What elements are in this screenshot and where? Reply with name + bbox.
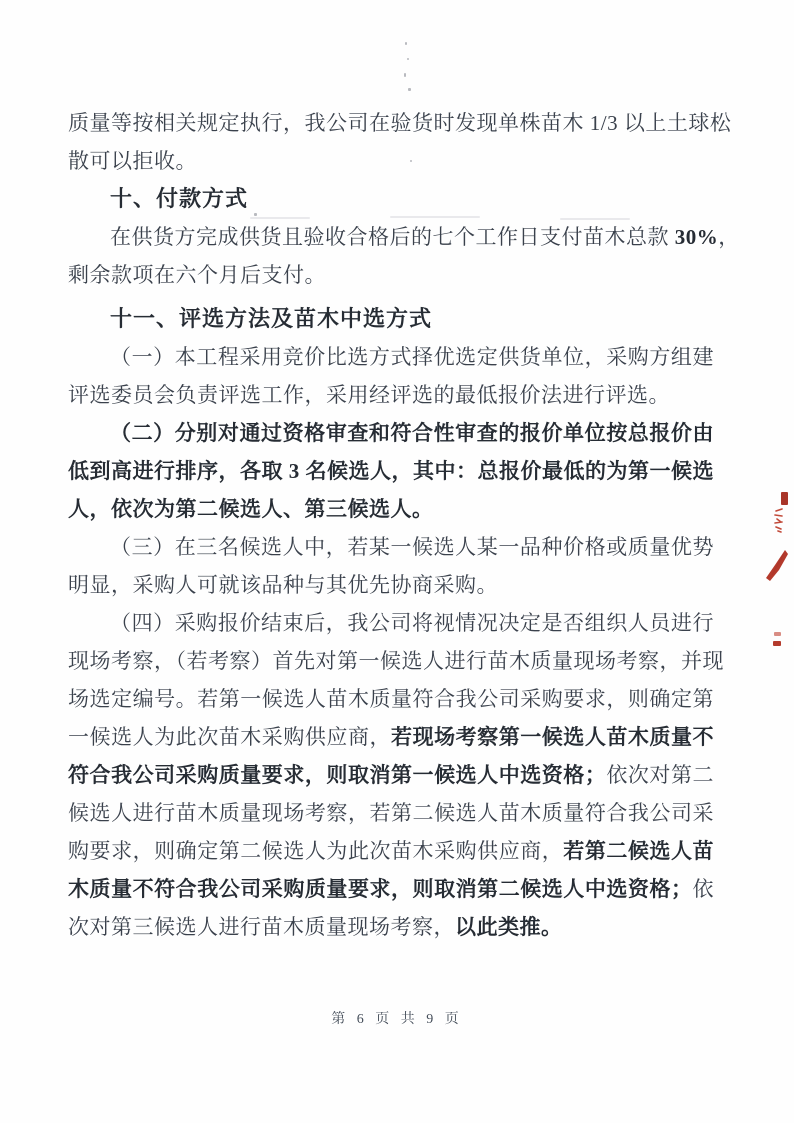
text-line: [68, 218, 740, 256]
section-heading: [68, 180, 714, 218]
text-line: [68, 452, 714, 490]
bold-text-segment: 若现场考察第一候选人苗木质量不: [391, 725, 715, 749]
text-segment: 散可以拒收。: [68, 149, 197, 173]
text-line: [68, 528, 714, 566]
text-segment: 一候选人为此次苗木采购供应商，: [68, 725, 392, 749]
seal-block: [781, 492, 788, 505]
seal-edge-mark-3: [773, 631, 783, 649]
scan-speck: [408, 88, 411, 91]
page-footer: 第 6 页 共 9 页: [331, 1012, 463, 1027]
scan-speck: [410, 160, 412, 162]
text-line: [68, 142, 714, 180]
bold-text-segment: 十、付款方式: [110, 186, 249, 211]
text-segment: 依次对第二: [606, 763, 715, 787]
document-body: [68, 104, 740, 946]
bold-text-segment: 人，依次为第二候选人、第三候选人。: [68, 497, 434, 521]
text-segment: 质量等按相关规定执行，我公司在验货时发现单株苗木 1/3 以上土球松: [68, 111, 732, 135]
text-segment: 明显，采购人可就该品种与其优先协商采购。: [68, 573, 498, 597]
text-segment: 现场考察，（若考察）首先对第一候选人进行苗木质量现场考察，并现: [68, 649, 724, 673]
text-segment: 在供货方完成供货且验收合格后的七个工作日支付苗木总款: [110, 225, 675, 249]
text-line: [68, 338, 714, 376]
seal-dash-light: [774, 632, 781, 636]
text-line: [68, 870, 714, 908]
text-segment: ，: [718, 225, 740, 249]
scan-speck: [404, 73, 406, 77]
bold-text-segment: 符合我公司采购质量要求，则取消第一候选人中选资格；: [68, 763, 607, 787]
scan-speck: [254, 213, 257, 216]
scan-streak: [390, 216, 480, 218]
bold-text-segment: 十一、评选方法及苗木中选方式: [110, 306, 433, 331]
text-line: [68, 680, 714, 718]
text-line: [68, 604, 714, 642]
text-segment: 剩余款项在六个月后支付。: [68, 263, 326, 287]
bold-text-segment: 以此类推。: [455, 915, 563, 939]
seal-edge-mark-2: [766, 549, 788, 583]
text-segment: 依: [692, 877, 715, 901]
text-line: [68, 490, 714, 528]
scan-speck: [407, 58, 409, 60]
seal-edge-mark-1: [770, 491, 790, 539]
text-segment: 购要求，则确定第二候选人为此次苗木采购供应商，: [68, 839, 564, 863]
text-line: [68, 642, 724, 680]
text-line: [68, 908, 714, 946]
bold-text-segment: 低到高进行排序，各取 3 名候选人，其中：总报价最低的为第一候选: [68, 459, 714, 483]
seal-character-strokes: [775, 509, 782, 532]
scan-speck: [405, 42, 407, 45]
text-line: [68, 718, 714, 756]
seal-dash-dark: [773, 641, 781, 646]
text-segment: 次对第三候选人进行苗木质量现场考察，: [68, 915, 455, 939]
text-line: [68, 794, 714, 832]
text-segment: （一）本工程采用竞价比选方式择优选定供货单位，采购方组建: [110, 345, 714, 369]
text-segment: （四）采购报价结束后，我公司将视情况决定是否组织人员进行: [110, 611, 714, 635]
bold-text-segment: 木质量不符合我公司采购质量要求，则取消第二候选人中选资格；: [68, 877, 693, 901]
scan-streak: [250, 217, 310, 219]
text-segment: （三）在三名候选人中，若某一候选人某一品种价格或质量优势: [110, 535, 714, 559]
scan-streak: [560, 218, 630, 220]
text-line: [68, 756, 714, 794]
bold-text-segment: 若第二候选人苗: [563, 839, 715, 863]
text-line: [68, 104, 732, 142]
text-segment: 候选人进行苗木质量现场考察，若第二候选人苗木质量符合我公司采: [68, 801, 714, 825]
text-line: [68, 832, 714, 870]
bold-text-segment: 30%: [674, 225, 719, 249]
text-segment: 场选定编号。若第一候选人苗木质量符合我公司采购要求，则确定第: [68, 687, 714, 711]
text-segment: 评选委员会负责评选工作，采用经评选的最低报价法进行评选。: [68, 383, 670, 407]
text-line: [68, 414, 714, 452]
section-heading: [68, 300, 714, 338]
text-line: [68, 376, 714, 414]
text-line: [68, 566, 714, 604]
bold-text-segment: （二）分别对通过资格审查和符合性审查的报价单位按总报价由: [110, 421, 714, 445]
text-line: [68, 256, 714, 294]
